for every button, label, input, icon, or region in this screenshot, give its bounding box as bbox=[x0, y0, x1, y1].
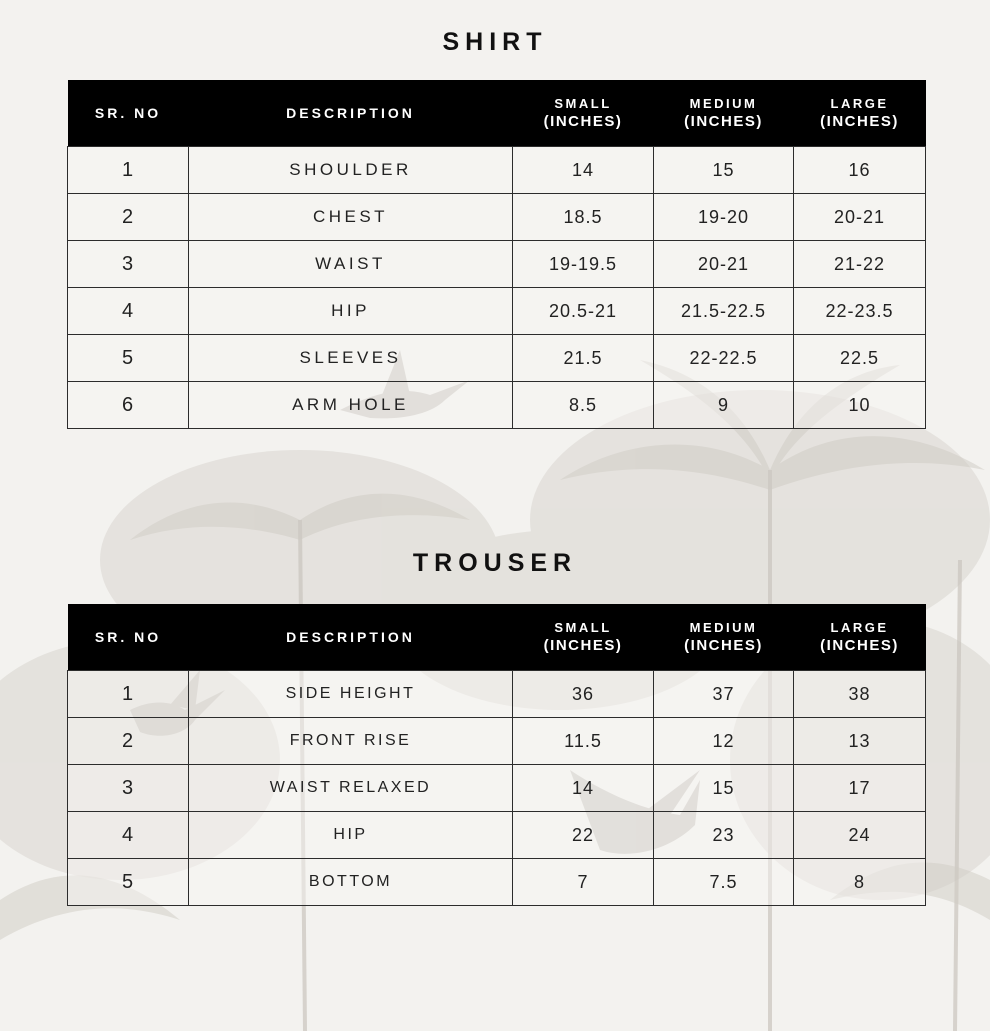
header-medium-label: MEDIUM bbox=[689, 620, 758, 635]
cell-large: 13 bbox=[794, 718, 926, 765]
cell-medium: 21.5-22.5 bbox=[654, 288, 794, 335]
cell-description: ARM HOLE bbox=[189, 382, 513, 429]
cell-description: HIP bbox=[189, 288, 513, 335]
cell-medium: 7.5 bbox=[654, 859, 794, 906]
trouser-size-table bbox=[67, 604, 926, 906]
header-large-unit: (INCHES) bbox=[820, 637, 899, 654]
cell-large: 8 bbox=[794, 859, 926, 906]
table-row bbox=[68, 718, 926, 765]
header-small-unit: (INCHES) bbox=[543, 637, 623, 654]
cell-medium: 20-21 bbox=[654, 241, 794, 288]
shirt-section-title: SHIRT bbox=[442, 28, 548, 56]
cell-description: BOTTOM bbox=[189, 859, 513, 906]
header-small-unit: (INCHES) bbox=[543, 113, 623, 130]
cell-sr-no: 2 bbox=[68, 718, 189, 765]
header-medium bbox=[654, 604, 794, 671]
cell-large: 22-23.5 bbox=[794, 288, 926, 335]
header-large bbox=[794, 604, 926, 671]
cell-medium: 12 bbox=[654, 718, 794, 765]
cell-small: 21.5 bbox=[513, 335, 654, 382]
table-row bbox=[68, 812, 926, 859]
cell-large: 22.5 bbox=[794, 335, 926, 382]
cell-sr-no: 5 bbox=[68, 859, 189, 906]
cell-sr-no: 1 bbox=[68, 147, 189, 194]
header-large-unit: (INCHES) bbox=[820, 113, 899, 130]
cell-description: WAIST RELAXED bbox=[189, 765, 513, 812]
cell-small: 8.5 bbox=[513, 382, 654, 429]
table-row bbox=[68, 288, 926, 335]
cell-small: 14 bbox=[513, 765, 654, 812]
cell-small: 14 bbox=[513, 147, 654, 194]
table-header-row bbox=[68, 80, 926, 147]
cell-medium: 22-22.5 bbox=[654, 335, 794, 382]
cell-medium: 15 bbox=[654, 147, 794, 194]
header-sr-no: SR. NO bbox=[68, 604, 189, 671]
cell-sr-no: 1 bbox=[68, 671, 189, 718]
table-header-row bbox=[68, 604, 926, 671]
cell-sr-no: 5 bbox=[68, 335, 189, 382]
header-description: DESCRIPTION bbox=[189, 604, 513, 671]
table-row bbox=[68, 859, 926, 906]
cell-large: 21-22 bbox=[794, 241, 926, 288]
cell-large: 38 bbox=[794, 671, 926, 718]
header-medium-unit: (INCHES) bbox=[684, 113, 763, 130]
table-row bbox=[68, 765, 926, 812]
cell-large: 17 bbox=[794, 765, 926, 812]
cell-description: SIDE HEIGHT bbox=[189, 671, 513, 718]
cell-large: 16 bbox=[794, 147, 926, 194]
table-row bbox=[68, 194, 926, 241]
cell-sr-no: 4 bbox=[68, 288, 189, 335]
cell-sr-no: 4 bbox=[68, 812, 189, 859]
header-small bbox=[513, 604, 654, 671]
cell-description: WAIST bbox=[189, 241, 513, 288]
header-small bbox=[513, 80, 654, 147]
header-medium-label: MEDIUM bbox=[689, 96, 758, 111]
cell-medium: 23 bbox=[654, 812, 794, 859]
header-large-label: LARGE bbox=[830, 96, 889, 111]
header-sr-no: SR. NO bbox=[68, 80, 189, 147]
cell-large: 20-21 bbox=[794, 194, 926, 241]
header-medium-unit: (INCHES) bbox=[684, 637, 763, 654]
cell-medium: 9 bbox=[654, 382, 794, 429]
cell-sr-no: 2 bbox=[68, 194, 189, 241]
cell-description: CHEST bbox=[189, 194, 513, 241]
cell-large: 10 bbox=[794, 382, 926, 429]
cell-sr-no: 3 bbox=[68, 241, 189, 288]
cell-medium: 37 bbox=[654, 671, 794, 718]
header-medium bbox=[654, 80, 794, 147]
table-row bbox=[68, 241, 926, 288]
cell-small: 36 bbox=[513, 671, 654, 718]
table-row bbox=[68, 382, 926, 429]
cell-medium: 15 bbox=[654, 765, 794, 812]
trouser-section-title: TROUSER bbox=[412, 549, 578, 577]
header-large bbox=[794, 80, 926, 147]
cell-sr-no: 6 bbox=[68, 382, 189, 429]
header-small-label: SMALL bbox=[554, 96, 612, 111]
cell-description: HIP bbox=[189, 812, 513, 859]
header-description: DESCRIPTION bbox=[189, 80, 513, 147]
header-small-label: SMALL bbox=[554, 620, 612, 635]
cell-sr-no: 3 bbox=[68, 765, 189, 812]
table-row bbox=[68, 147, 926, 194]
table-row bbox=[68, 335, 926, 382]
cell-small: 19-19.5 bbox=[513, 241, 654, 288]
cell-small: 11.5 bbox=[513, 718, 654, 765]
cell-small: 7 bbox=[513, 859, 654, 906]
shirt-size-table bbox=[67, 80, 926, 429]
header-large-label: LARGE bbox=[830, 620, 889, 635]
cell-large: 24 bbox=[794, 812, 926, 859]
cell-small: 22 bbox=[513, 812, 654, 859]
cell-description: FRONT RISE bbox=[189, 718, 513, 765]
cell-description: SHOULDER bbox=[189, 147, 513, 194]
cell-medium: 19-20 bbox=[654, 194, 794, 241]
table-row bbox=[68, 671, 926, 718]
cell-small: 18.5 bbox=[513, 194, 654, 241]
cell-description: SLEEVES bbox=[189, 335, 513, 382]
cell-small: 20.5-21 bbox=[513, 288, 654, 335]
